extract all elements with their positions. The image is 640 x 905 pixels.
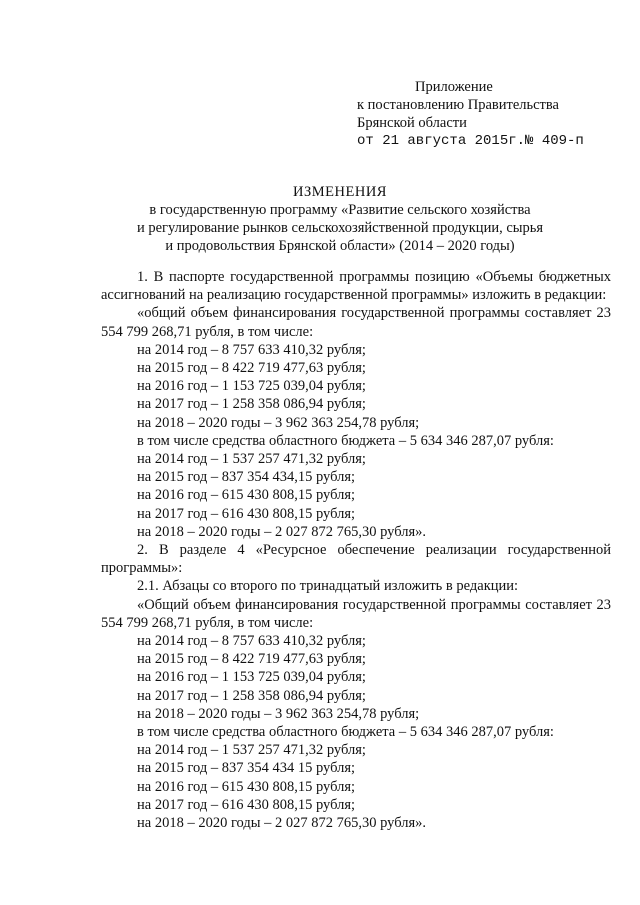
heading-line-2: и регулирование рынков сельскохозяйственной продукции, сырья [136,220,544,236]
paragraph-2-quote: «Общий объем финансирования государственной программы составляет 23 554 799 268,71 рубля, в том числе: [101,596,611,631]
appendix-resolution-line: к постановлению Правительства [357,97,559,113]
appendix-block [357,78,584,150]
list-item: на 2016 год – 1 153 725 039,04 рубля; [137,378,366,395]
list-item: на 2017 год – 1 258 358 086,94 рубля; [137,396,366,413]
list-item: на 2014 год – 8 757 633 410,32 рубля; [137,341,366,358]
paragraph-1-quote: «общий объем финансирования государственной программы составляет 23 554 799 268,71 рубля, в том числе: [101,305,611,340]
appendix-date-line: от 21 августа 2015г.№ 409-п [357,133,584,149]
funding-list-2 [101,632,611,832]
list-item: на 2016 год – 615 430 808,15 рубля; [137,487,356,504]
list-item: в том числе средства областного бюджета – 5 634 346 287,07 рубля: [137,432,554,449]
list-item: на 2017 год – 616 430 808,15 рубля; [137,505,356,522]
funding-list-1 [101,341,611,541]
appendix-region-line: Брянской области [357,115,467,131]
list-item: на 2014 год – 1 537 257 471,32 рубля; [137,451,366,468]
list-item: на 2018 – 2020 годы – 3 962 363 254,78 рубля; [137,414,420,431]
list-item: на 2015 год – 837 354 434 15 рубля; [137,760,356,777]
list-item: в том числе средства областного бюджета – 5 634 346 287,07 рубля: [137,724,554,741]
document-heading [70,183,610,255]
paragraph-1: 1. В паспорте государственной программы позицию «Объемы бюджетных ассигнований на реализацию государственной программы» изложить в редакции: [101,269,611,304]
list-item: на 2016 год – 615 430 808,15 рубля; [137,778,356,795]
heading-line-3: и продовольствия Брянской области» (2014 – 2020 годы) [165,238,515,254]
document-body [101,268,611,832]
appendix-title: Приложение [415,79,493,95]
list-item: на 2017 год – 1 258 358 086,94 рубля; [137,687,366,704]
list-item: на 2017 год – 616 430 808,15 рубля; [137,796,356,813]
paragraph-2: 2. В разделе 4 «Ресурсное обеспечение реализации государственной программы»: [101,542,611,577]
list-item: на 2015 год – 8 422 719 477,63 рубля; [137,651,366,668]
paragraph-2-1: 2.1. Абзацы со второго по тринадцатый изложить в редакции: [137,578,519,595]
list-item: на 2016 год – 1 153 725 039,04 рубля; [137,669,366,686]
list-item: на 2018 – 2020 годы – 3 962 363 254,78 рубля; [137,705,420,722]
list-item: на 2015 год – 837 354 434,15 рубля; [137,469,356,486]
list-item: на 2018 – 2020 годы – 2 027 872 765,30 рубля». [137,815,427,832]
list-item: на 2014 год – 1 537 257 471,32 рубля; [137,742,366,759]
list-item: на 2015 год – 8 422 719 477,63 рубля; [137,360,366,377]
list-item: на 2014 год – 8 757 633 410,32 рубля; [137,633,366,650]
list-item: на 2018 – 2020 годы – 2 027 872 765,30 рубля». [137,523,427,540]
heading-title: ИЗМЕНЕНИЯ [293,184,387,200]
heading-line-1: в государственную программу «Развитие сельского хозяйства [149,202,531,218]
